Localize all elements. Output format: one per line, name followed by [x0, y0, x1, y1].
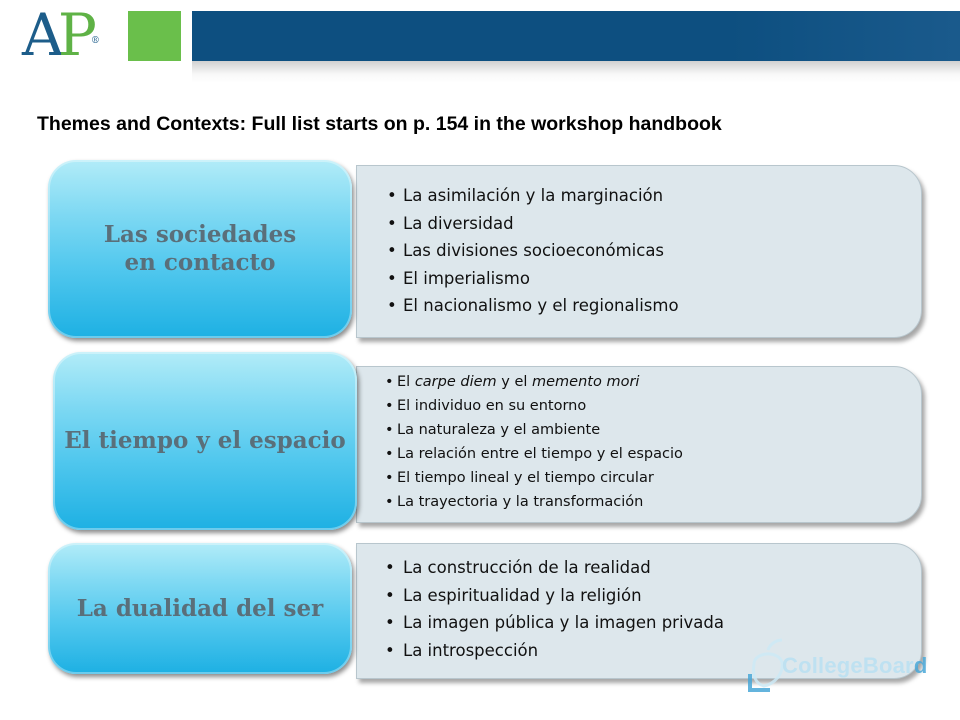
bullet-icon: • — [385, 398, 394, 414]
context-list — [385, 557, 724, 667]
watermark-text: CollegeBoard — [782, 653, 928, 678]
theme-box-tiempo — [53, 352, 357, 530]
bullet-icon: • — [387, 213, 397, 233]
context-list-box — [356, 366, 922, 523]
list-item: • La relación entre el tiempo y el espacio — [385, 446, 683, 462]
theme-label: La dualidad del ser — [76, 594, 324, 622]
list-item: • El nacionalismo y el regionalismo — [387, 296, 679, 315]
list-item: • El carpe diem y el memento mori — [385, 374, 640, 390]
bullet-icon: • — [385, 422, 394, 438]
ap-logo — [22, 1, 112, 69]
bullet-icon: • — [385, 470, 394, 486]
header-blue-bar — [192, 11, 960, 61]
bullet-icon: • — [387, 186, 397, 205]
list-item: • La introspección — [385, 640, 539, 660]
list-item: • El tiempo lineal y el tiempo circular — [385, 470, 654, 486]
bullet-icon: • — [385, 374, 394, 390]
list-item: • La construcción de la realidad — [385, 558, 651, 577]
context-list — [387, 185, 679, 323]
bullet-icon: • — [387, 296, 397, 315]
theme-label: Las sociedades en contacto — [103, 221, 297, 276]
theme-box-dualidad — [48, 543, 352, 674]
ap-logo-p: P — [57, 1, 91, 69]
context-list-box — [356, 165, 922, 338]
bullet-icon: • — [387, 241, 397, 260]
ap-logo-a: A — [22, 1, 58, 69]
header-shadow — [192, 61, 960, 83]
theme-label: El tiempo y el espacio — [64, 427, 346, 454]
slide-title: Themes and Contexts: Full list starts on p. 154 in the workshop handbook — [37, 113, 722, 135]
list-item: • La espiritualidad y la religión — [385, 585, 642, 605]
bullet-icon: • — [385, 640, 395, 660]
header-green-square — [128, 11, 181, 61]
bullet-icon: • — [385, 558, 395, 577]
list-item: • La asimilación y la marginación — [387, 186, 664, 205]
context-list — [385, 373, 683, 517]
registered-mark: ® — [90, 36, 100, 46]
bullet-icon: • — [385, 613, 395, 632]
bullet-icon: • — [385, 446, 394, 462]
list-item: • La imagen pública y la imagen privada — [385, 613, 724, 632]
list-item: • La trayectoria y la transformación — [385, 494, 644, 510]
theme-box-sociedades — [48, 160, 352, 338]
list-item: • El individuo en su entorno — [385, 398, 587, 414]
bullet-icon: • — [387, 268, 397, 288]
list-item: • La diversidad — [387, 213, 514, 233]
list-item: • Las divisiones socioeconómicas — [387, 241, 665, 260]
list-item: • El imperialismo — [387, 268, 530, 288]
college-board-watermark — [748, 634, 948, 694]
bullet-icon: • — [385, 494, 394, 510]
bullet-icon: • — [385, 585, 395, 605]
list-item: • La naturaleza y el ambiente — [385, 422, 601, 438]
